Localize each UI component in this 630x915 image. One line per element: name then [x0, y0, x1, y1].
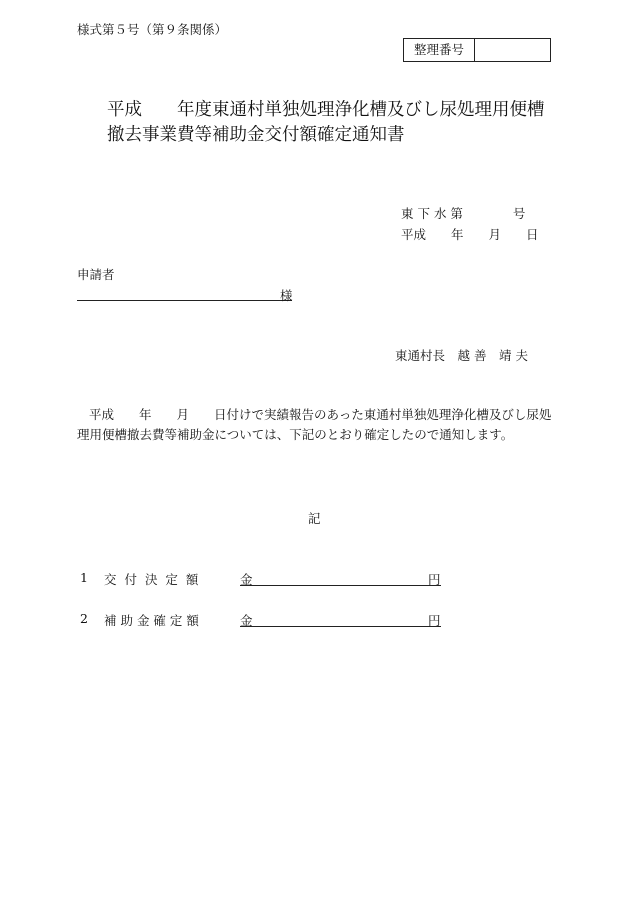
item-label: 交 付 決 定 額: [104, 572, 201, 587]
notice-body-text: 平成 年 月 日付けで実績報告のあった東通村単独処理浄化槽及びし尿処理用便槽撤去費等補助金については、下記のとおり確定したので通知します。: [77, 407, 552, 442]
form-number: 様式第５号（第９条関係）: [77, 22, 228, 37]
currency-unit: 円: [428, 613, 441, 628]
reference-number-box: [403, 38, 551, 62]
issuer-name: 東通村長 越 善 靖 夫: [395, 348, 528, 363]
currency-unit: 円: [428, 572, 441, 587]
applicant-honorific: 様: [280, 288, 293, 303]
amount-field[interactable]: [240, 626, 441, 627]
ki-heading: 記: [308, 511, 321, 526]
amount-field[interactable]: [240, 585, 441, 586]
reference-number-label: 整理番号: [404, 39, 475, 61]
document-title: [107, 98, 545, 148]
reference-number-value[interactable]: [475, 39, 550, 61]
document-number: 東 下 水 第 号: [401, 206, 526, 221]
item-number: 1: [80, 570, 88, 585]
document-title-line1: 平成 年度東通村単独処理浄化槽及びし尿処理用便槽: [107, 100, 545, 120]
currency-prefix: 金: [240, 572, 253, 587]
document-title-line2: 撤去事業費等補助金交付額確定通知書: [107, 125, 405, 145]
document-date: 平成 年 月 日: [401, 227, 539, 242]
currency-prefix: 金: [240, 613, 253, 628]
applicant-name-field[interactable]: [77, 300, 292, 301]
applicant-label: 申請者: [77, 267, 115, 282]
item-label: 補 助 金 確 定 額: [104, 613, 199, 628]
item-number: 2: [80, 611, 88, 626]
